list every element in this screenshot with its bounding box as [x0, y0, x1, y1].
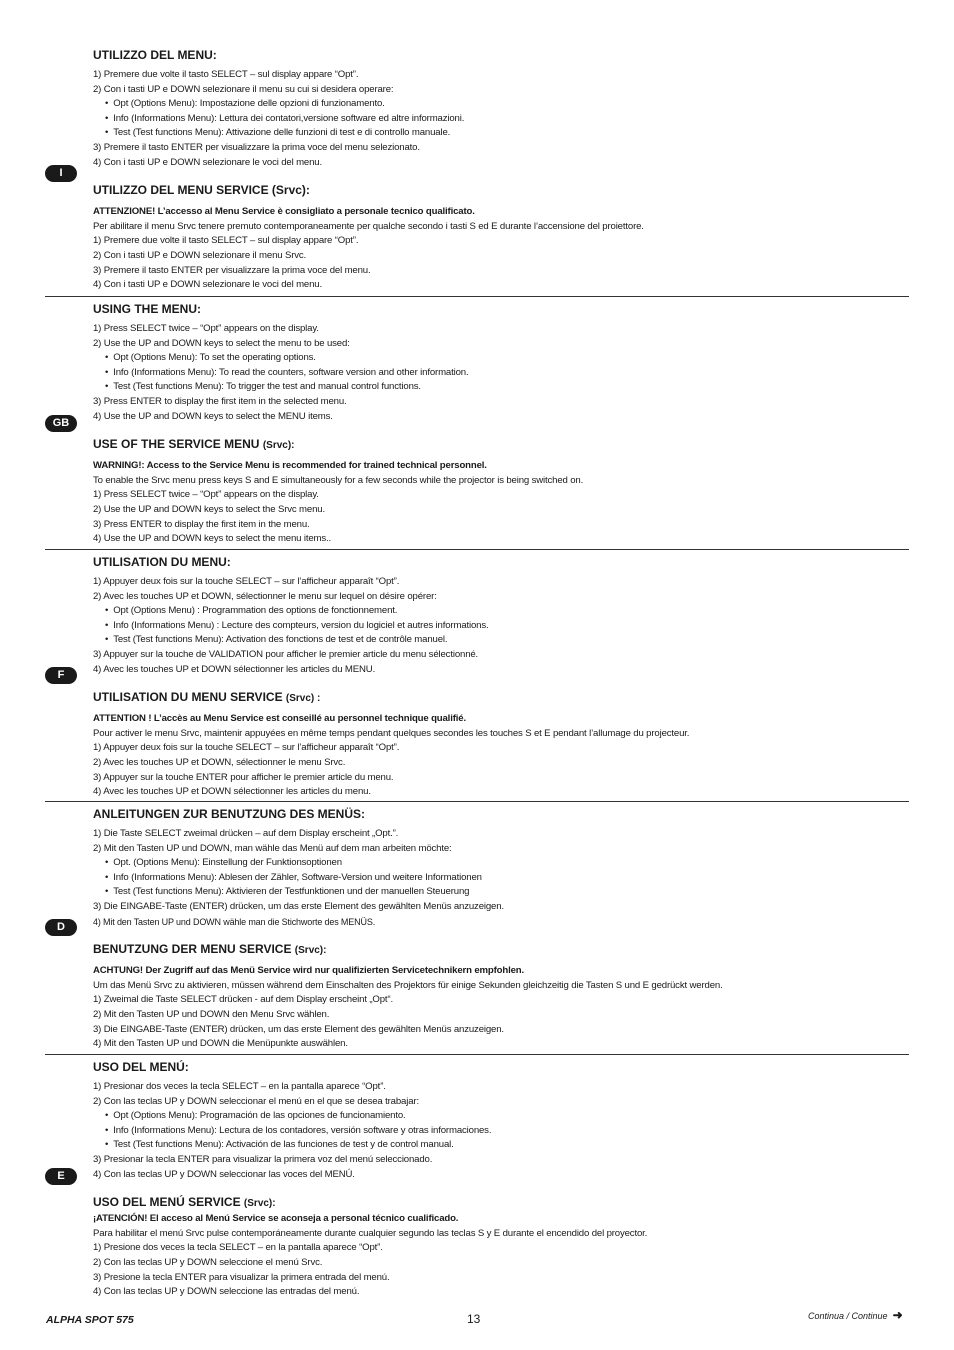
menu-step: 2) Mit den Tasten UP und DOWN, man wähle das Menü auf dem man arbeiten möchte:: [93, 842, 452, 854]
service-instruction: Um das Menü Srvc zu aktivieren, müssen während dem Einschalten des Projektors für einige Sekunden gleichzeitig die Tasten S und E gedrückt werden.: [93, 979, 723, 991]
menu-step: 4) Avec les touches UP et DOWN sélectionner les articles du MENU.: [93, 663, 376, 675]
service-step: 2) Avec les touches UP et DOWN, sélectionner le menu Srvc.: [93, 756, 346, 768]
section-divider: [45, 296, 909, 297]
service-heading-suffix: (Srvc):: [294, 945, 327, 957]
language-badge: D: [45, 919, 77, 936]
service-step: 4) Con las teclas UP y DOWN seleccione las entradas del menú.: [93, 1286, 360, 1298]
section-content: [93, 48, 913, 293]
menu-heading: UTILIZZO DEL MENU:: [93, 48, 217, 62]
service-step: 3) Appuyer sur la touche ENTER pour afficher le premier article du menu.: [93, 771, 394, 783]
service-step: 3) Premere il tasto ENTER per visualizzare la prima voce del menu.: [93, 264, 371, 276]
service-heading-text: UTILISATION DU MENU SERVICE: [93, 690, 286, 705]
service-heading: [93, 942, 913, 958]
service-heading: [93, 437, 913, 453]
language-badge: GB: [45, 415, 77, 432]
service-heading-suffix: (Srvc):: [262, 440, 295, 452]
menu-option: • Info (Informations Menu): Ablesen der Zähler, Software-Version und weitere Informationen: [93, 871, 913, 886]
menu-step: 1) Die Taste SELECT zweimal drücken – auf dem Display erscheint „Opt.”.: [93, 828, 399, 839]
service-heading-text: USO DEL MENÚ SERVICE: [93, 1195, 244, 1210]
service-heading: [93, 690, 913, 706]
menu-heading: ANLEITUNGEN ZUR BENUTZUNG DES MENÜS:: [93, 807, 365, 821]
section-content: [93, 807, 913, 1052]
service-warning: ¡ATENCIÓN! El acceso al Menú Service se aconseja a personal técnico cualificado.: [93, 1213, 459, 1225]
menu-option: • Opt. (Options Menu): Einstellung der Funktionsoptionen: [93, 856, 913, 871]
service-warning: ATTENZIONE! L’accesso al Menu Service è consigliato a personale tecnico qualificato.: [93, 206, 475, 218]
service-step: 4) Use the UP and DOWN keys to select the menu items..: [93, 533, 332, 545]
menu-option: • Info (Informations Menu): Lectura de los contadores, versión software y otras informaciones.: [93, 1124, 913, 1139]
service-step: 4) Con i tasti UP e DOWN selezionare le voci del menu.: [93, 279, 322, 291]
menu-option: • Test (Test functions Menu): Activation des fonctions de test et de contrôle manuel.: [93, 633, 913, 648]
menu-step: 4) Mit den Tasten UP und DOWN wähle man die Stichworte des MENÜS.: [93, 916, 376, 927]
section-content: [93, 1060, 913, 1300]
service-step: 1) Zweimal die Taste SELECT drücken - auf dem Display erscheint „Opt“.: [93, 994, 393, 1006]
continue-text: Continua / Continue: [808, 1311, 888, 1321]
menu-option: • Test (Test functions Menu): To trigger the test and manual control functions.: [93, 380, 913, 395]
menu-heading: USO DEL MENÚ:: [93, 1060, 189, 1074]
service-instruction: Pour activer le menu Srvc, maintenir appuyées en même temps pendant quelques secondes les touches S et E pendant l’allumage du projecteur.: [93, 727, 690, 739]
service-instruction: Para habilitar el menú Srvc pulse contemporáneamente durante cualquier segundo las teclas S y E durante el encendido del proyector.: [93, 1227, 648, 1239]
service-step: 4) Mit den Tasten UP und DOWN die Menüpunkte auswählen.: [93, 1038, 348, 1050]
service-warning: ACHTUNG! Der Zugriff auf das Menü Service wird nur qualifizierten Servicetechnikern empfohlen.: [93, 965, 525, 977]
menu-option: • Info (Informations Menu): Lettura dei contatori,versione software ed altre informazioni.: [93, 112, 913, 127]
menu-step: 3) Appuyer sur la touche de VALIDATION pour afficher le premier article du menu sélectionné.: [93, 648, 479, 660]
service-heading-text: UTILIZZO DEL MENU SERVICE (Srvc):: [93, 183, 310, 198]
menu-option: • Opt (Options Menu): Impostazione delle opzioni di funzionamento.: [93, 97, 913, 112]
menu-heading: USING THE MENU:: [93, 302, 201, 316]
menu-step: 3) Premere il tasto ENTER per visualizzare la prima voce del menu selezionato.: [93, 141, 420, 153]
page-number: 13: [467, 1312, 481, 1326]
right-arrow-icon: ➜: [892, 1308, 903, 1322]
menu-option: • Opt (Options Menu): Programación de las opciones de funcionamiento.: [93, 1109, 913, 1124]
service-step: 2) Con las teclas UP y DOWN seleccione el menú Srvc.: [93, 1256, 323, 1268]
language-badge: F: [45, 667, 77, 684]
continue-note: [808, 1308, 903, 1322]
product-model: ALPHA SPOT 575: [46, 1314, 134, 1326]
service-heading: [93, 183, 913, 199]
language-badge: E: [45, 1168, 77, 1185]
service-instruction: Per abilitare il menu Srvc tenere premuto contemporaneamente per qualche secondo i tasti S ed E durante l’accensione del proiettore.: [93, 220, 644, 232]
service-heading-suffix: (Srvc):: [243, 1198, 276, 1210]
menu-step: 1) Appuyer deux fois sur la touche SELECT – sur l’afficheur apparaît “Opt”.: [93, 576, 400, 587]
section-content: [93, 302, 913, 547]
section-divider: [45, 801, 909, 802]
menu-option: • Test (Test functions Menu): Aktivieren der Testfunktionen und der manuellen Steuerung: [93, 885, 913, 900]
service-warning: ATTENTION ! L’accès au Menu Service est conseillé au personnel technique qualifié.: [93, 713, 466, 725]
menu-option: • Opt (Options Menu): To set the operating options.: [93, 351, 913, 366]
service-step: 1) Presione dos veces la tecla SELECT – en la pantalla aparece “Opt”.: [93, 1242, 383, 1254]
menu-option: • Info (Informations Menu): To read the counters, software version and other information.: [93, 366, 913, 381]
language-badge: I: [45, 165, 77, 182]
menu-step: 4) Con i tasti UP e DOWN selezionare le voci del menu.: [93, 156, 322, 168]
menu-step: 3) Presionar la tecla ENTER para visualizar la primera voz del menú seleccionado.: [93, 1153, 433, 1165]
menu-step: 2) Con i tasti UP e DOWN selezionare il menu su cui si desidera operare:: [93, 83, 394, 95]
menu-step: 1) Press SELECT twice – “Opt” appears on the display.: [93, 323, 319, 334]
menu-step: 2) Con las teclas UP y DOWN seleccionar el menú en el que se desea trabajar:: [93, 1095, 419, 1107]
menu-option: • Test (Test functions Menu): Activación de las funciones de test y de control manual.: [93, 1138, 913, 1153]
service-step: 3) Press ENTER to display the first item in the menu.: [93, 518, 310, 530]
menu-step: 1) Presionar dos veces la tecla SELECT – en la pantalla aparece “Opt”.: [93, 1081, 386, 1092]
service-step: 1) Press SELECT twice – “Opt” appears on the display.: [93, 489, 319, 501]
service-step: 1) Premere due volte il tasto SELECT – sul display appare “Opt”.: [93, 235, 359, 247]
menu-step: 4) Con las teclas UP y DOWN seleccionar las voces del MENÚ.: [93, 1168, 355, 1180]
menu-step: 4) Use the UP and DOWN keys to select the MENU items.: [93, 410, 333, 422]
service-step: 2) Mit den Tasten UP und DOWN den Menu Srvc wählen.: [93, 1008, 330, 1020]
service-step: 3) Presione la tecla ENTER para visualizar la primera entrada del menú.: [93, 1271, 390, 1283]
service-heading-text: BENUTZUNG DER MENU SERVICE: [93, 942, 295, 957]
service-heading: [93, 1195, 913, 1211]
section-divider: [45, 1054, 909, 1055]
menu-step: 3) Press ENTER to display the first item in the selected menu.: [93, 395, 347, 407]
service-step: 1) Appuyer deux fois sur la touche SELECT – sur l’afficheur apparaît “Opt”.: [93, 742, 400, 754]
menu-option: • Info (Informations Menu) : Lecture des compteurs, version du logiciel et autres informations.: [93, 619, 913, 634]
section-divider: [45, 549, 909, 550]
menu-heading: UTILISATION DU MENU:: [93, 555, 231, 569]
service-heading-suffix: (Srvc) :: [285, 693, 321, 705]
menu-option: • Opt (Options Menu) : Programmation des options de fonctionnement.: [93, 604, 913, 619]
service-step: 2) Con i tasti UP e DOWN selezionare il menu Srvc.: [93, 249, 307, 261]
menu-step: 1) Premere due volte il tasto SELECT – sul display appare “Opt”.: [93, 69, 359, 80]
service-step: 3) Die EINGABE-Taste (ENTER) drücken, um das erste Element des gewählten Menüs anzuzeigen.: [93, 1023, 504, 1035]
service-step: 4) Avec les touches UP et DOWN sélectionner les articles du menu.: [93, 786, 371, 798]
service-warning: WARNING!: Access to the Service Menu is recommended for trained technical personnel.: [93, 460, 487, 472]
service-step: 2) Use the UP and DOWN keys to select the Srvc menu.: [93, 503, 325, 515]
menu-step: 3) Die EINGABE-Taste (ENTER) drücken, um das erste Element des gewählten Menüs anzuzeigen.: [93, 900, 504, 912]
service-instruction: To enable the Srvc menu press keys S and E simultaneously for a few seconds while the projector is being switched on.: [93, 474, 584, 486]
menu-option: • Test (Test functions Menu): Attivazione delle funzioni di test e di controllo manuale.: [93, 126, 913, 141]
menu-step: 2) Avec les touches UP et DOWN, sélectionner le menu sur lequel on désire opérer:: [93, 590, 437, 602]
service-heading-text: USE OF THE SERVICE MENU: [93, 437, 263, 452]
section-content: [93, 555, 913, 800]
menu-step: 2) Use the UP and DOWN keys to select the menu to be used:: [93, 337, 350, 349]
